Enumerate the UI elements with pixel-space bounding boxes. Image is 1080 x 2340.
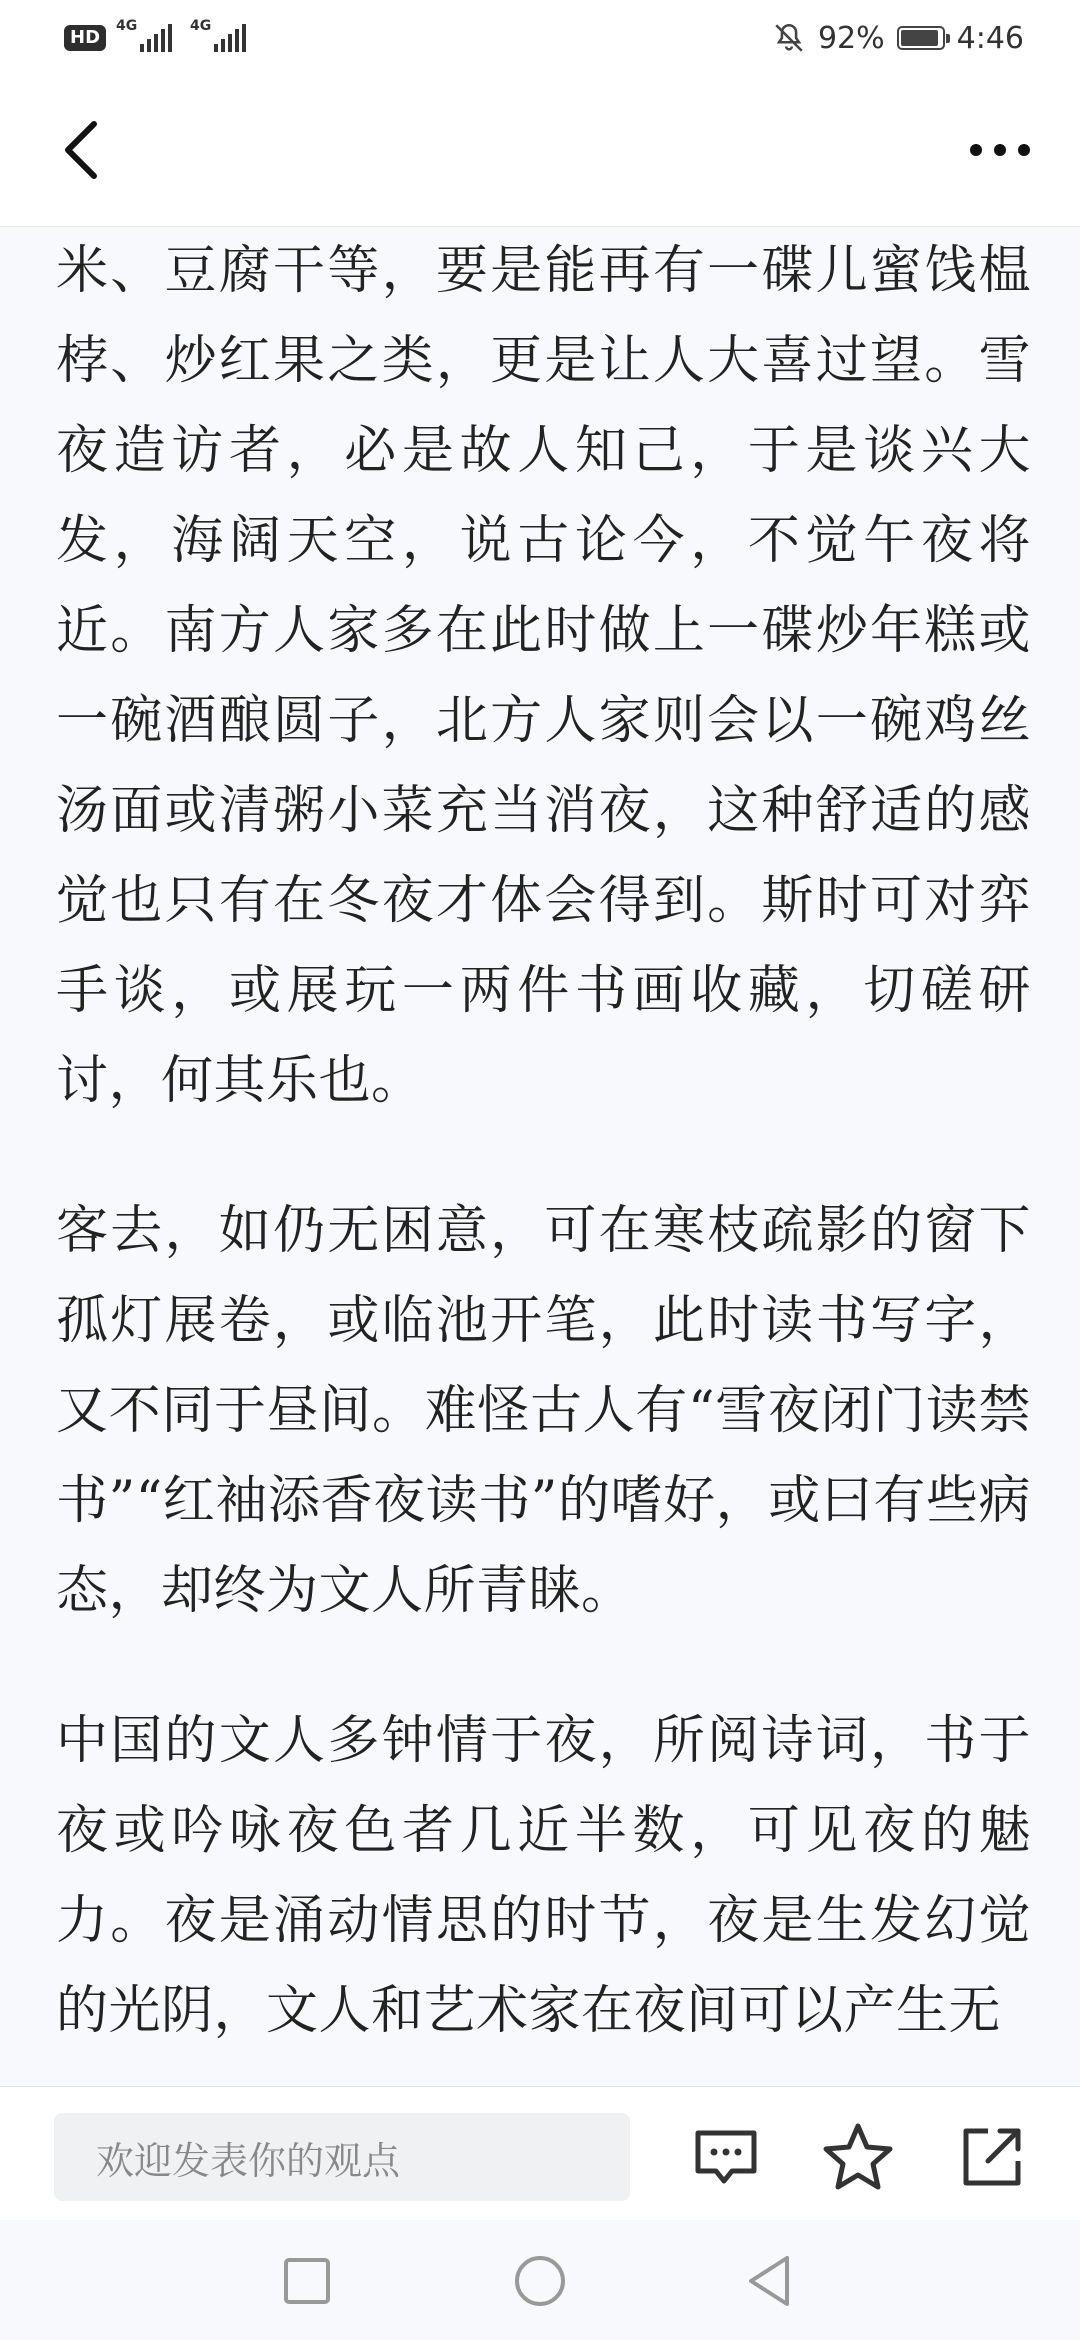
battery-percent: 92% xyxy=(817,20,885,56)
comments-button[interactable] xyxy=(686,2117,766,2197)
home-icon xyxy=(505,2246,575,2316)
hd-badge: HD xyxy=(64,25,106,51)
signal-icon xyxy=(116,18,172,52)
clock: 4:46 xyxy=(956,20,1024,56)
recent-apps-button[interactable] xyxy=(272,2246,342,2316)
comment-input[interactable] xyxy=(54,2113,630,2201)
comments-icon xyxy=(686,2117,766,2197)
status-bar xyxy=(0,0,1080,74)
battery-icon xyxy=(897,26,945,50)
network-type-label: 4G xyxy=(116,18,138,34)
more-icon xyxy=(960,110,1040,190)
top-nav xyxy=(0,74,1080,227)
home-button[interactable] xyxy=(505,2246,575,2316)
network-type-label-2: 4G xyxy=(190,18,212,34)
favorite-button[interactable] xyxy=(818,2117,898,2197)
comment-placeholder: 欢迎发表你的观点 xyxy=(96,2138,401,2183)
signal-icon-2 xyxy=(190,18,246,52)
article-paragraph: 米、豆腐干等，要是能再有一碟儿蜜饯榅桲、炒红果之类，更是让人大喜过望。雪夜造访者，必是故人知己，于是谈兴大发，海阔天空，说古论今，不觉午夜将近。南方人家多在此时做上一碟炒年糕或一碗酒酿圆子，北方人家则会以一碗鸡丝汤面或清粥小菜充当消夜，这种舒适的感觉也只有在冬夜才体会得到。斯时可对弈手谈，或展玩一两件书画收藏，切磋研讨，何其乐也。 xyxy=(56,241,1031,1111)
article-paragraph: 客去，如仍无困意，可在寒枝疏影的窗下孤灯展卷，或临池开笔，此时读书写字，又不同于昼间。难怪古人有“雪夜闭门读禁书”“红袖添香夜读书”的嗜好，或曰有些病态，却终为文人所青睐。 xyxy=(56,1201,1031,1621)
back-button[interactable] xyxy=(44,110,124,190)
back-triangle-icon xyxy=(735,2246,805,2316)
bottom-bar xyxy=(0,2086,1080,2221)
system-nav xyxy=(0,2220,1080,2340)
more-button[interactable] xyxy=(960,110,1040,190)
article-paragraph: 中国的文人多钟情于夜，所阅诗词，书于夜或吟咏夜色者几近半数，可见夜的魅力。夜是涌动情思的时节，夜是生发幻觉的光阴，文人和艺术家在夜间可以产生无 xyxy=(56,1711,1031,2041)
star-icon xyxy=(818,2117,898,2197)
recent-apps-icon xyxy=(272,2246,342,2316)
mute-icon xyxy=(772,21,806,55)
battery-fill xyxy=(901,30,938,46)
status-right xyxy=(772,18,1024,58)
share-icon xyxy=(952,2117,1032,2197)
article-body xyxy=(56,226,1031,2086)
system-back-button[interactable] xyxy=(735,2246,805,2316)
status-left xyxy=(64,18,246,58)
back-icon xyxy=(44,110,124,190)
share-button[interactable] xyxy=(952,2117,1032,2197)
